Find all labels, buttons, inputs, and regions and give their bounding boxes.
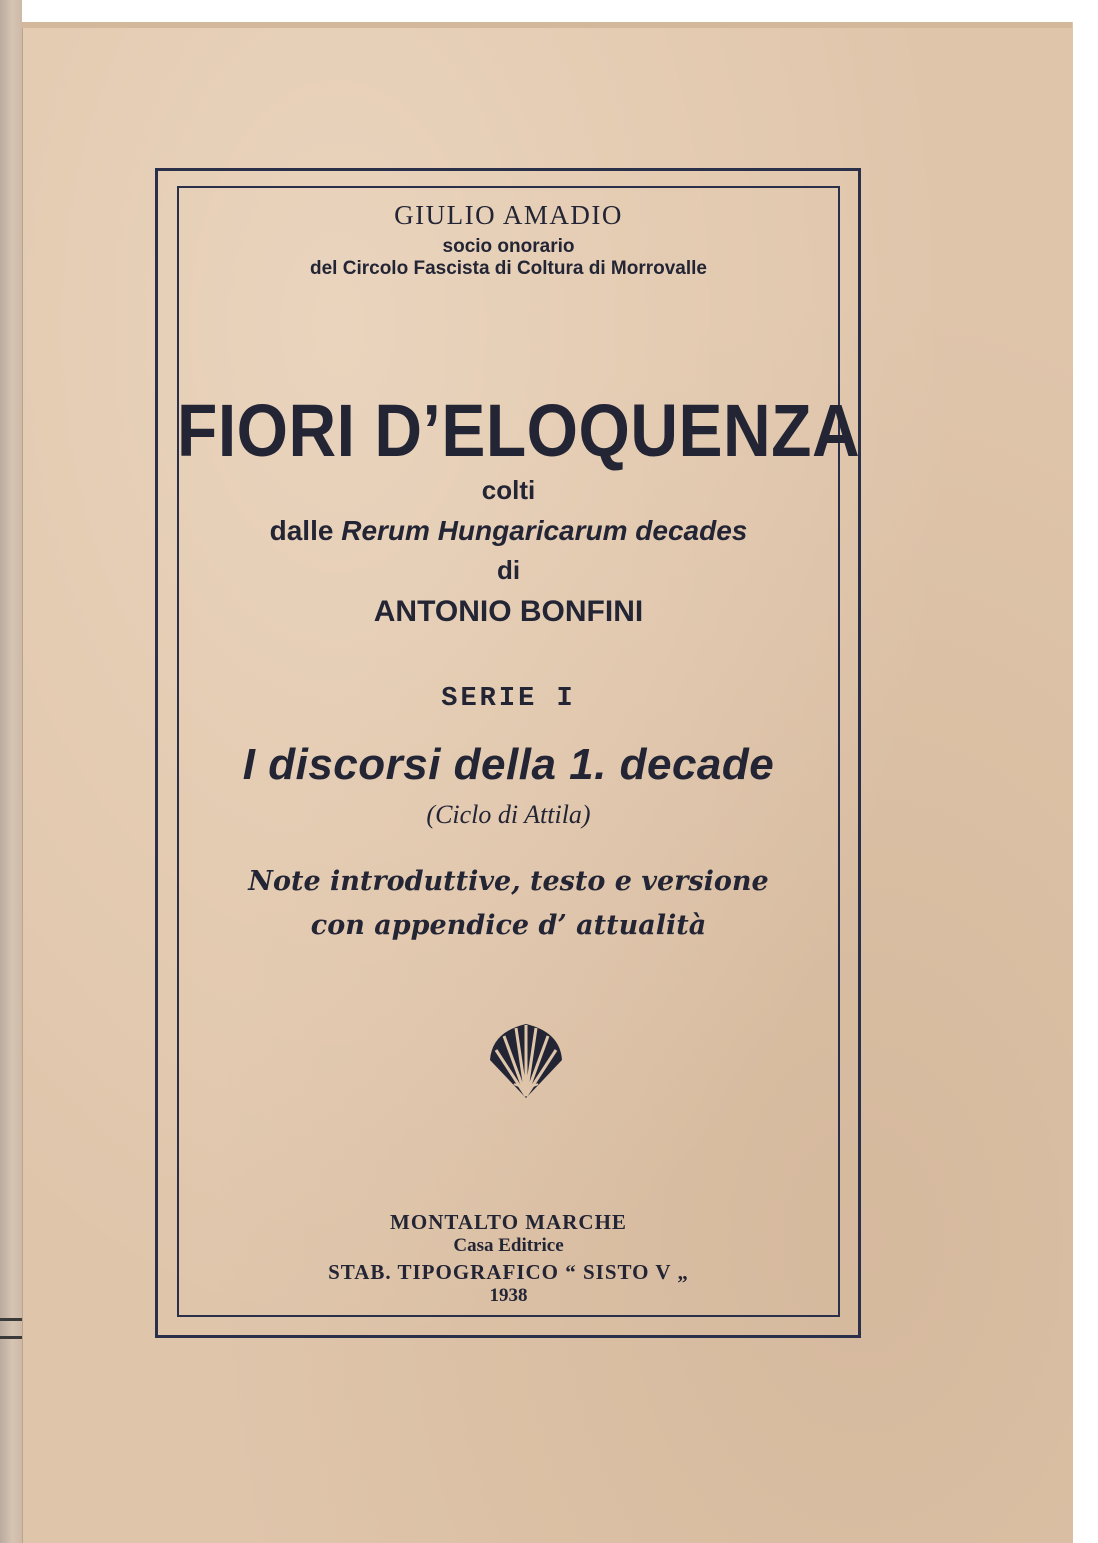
publisher-type: Casa Editrice	[453, 1235, 564, 1256]
publisher-city: MONTALTO MARCHE	[390, 1210, 627, 1234]
note-line-2: con appendice d’ attualità	[310, 910, 707, 941]
source-author: ANTONIO BONFINI	[373, 595, 644, 628]
book-spine	[0, 0, 22, 1543]
author-name: GIULIO AMADIO	[394, 200, 623, 230]
publisher-name: STAB. TIPOGRAFICO “ SISTO V „	[328, 1260, 689, 1284]
author-affiliation: del Circolo Fascista di Coltura di Morrovalle	[310, 258, 707, 279]
volume-title: I discorsi della 1. decade	[242, 740, 775, 789]
subtitle-colti: colti	[481, 475, 536, 505]
note-line-1: Note introduttive, testo e versione	[248, 866, 769, 897]
book-title: FIORI D’ELOQUENZA	[177, 388, 861, 472]
scallop-shell-icon	[484, 1020, 568, 1100]
cycle-label: (Ciclo di Attila)	[426, 800, 591, 829]
publication-year: 1938	[489, 1285, 528, 1306]
subtitle-di: di	[496, 555, 521, 585]
subtitle-work-title: Rerum Hungaricarum decades	[341, 515, 748, 546]
cover-top-edge	[22, 22, 1072, 28]
author-role: socio onorario	[442, 236, 575, 257]
series-label: SERIE I	[441, 684, 576, 714]
subtitle-dalle-line	[177, 515, 840, 547]
subtitle-dalle: dalle	[269, 515, 334, 546]
